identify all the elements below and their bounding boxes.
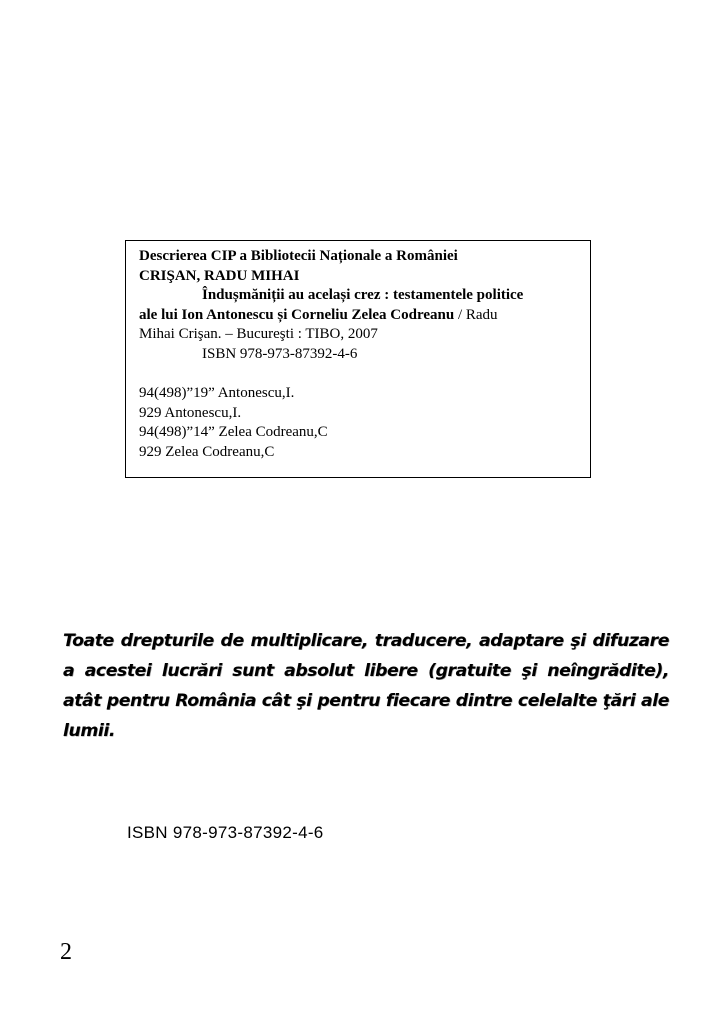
cip-classification: 94(498)”19” Antonescu,I. [139,385,295,402]
cip-title-tail: / Radu [454,306,498,323]
cip-header: Descrierea CIP a Bibliotecii Naționale a României [139,248,458,264]
cip-title-part1: Îndușmăniții au același crez : testamentele politice [202,287,524,304]
cip-title-part2: ale lui Ion Antonescu și Corneliu Zelea Codreanu [139,306,455,323]
cip-classification: 929 Antonescu,I. [139,404,242,421]
cip-publication: Mihai Crişan. – Bucureşti : TIBO, 2007 [139,326,378,343]
cip-gap [139,365,578,385]
cip-author: CRIŞAN, RADU MIHAI [139,267,300,284]
cip-title-line2 [139,306,578,326]
cip-classification: 94(498)”14” Zelea Codreanu,C [139,424,328,441]
page-number: 2 [60,939,72,965]
cip-isbn: ISBN 978-973-87392-4-6 [202,345,358,362]
cip-record-box [125,240,591,478]
rights-notice: Toate drepturile de multiplicare, traducere, adaptare şi difuzare a acestei lucrări sunt absolut libere (gratuite şi neîngrădite), atât pentru România cât şi pentru fiecare dintre celelalte ţări ale lumii. [63,631,669,741]
cip-classification: 929 Zelea Codreanu,C [139,443,275,460]
isbn-bottom: ISBN 978-973-87392-4-6 [127,823,324,842]
